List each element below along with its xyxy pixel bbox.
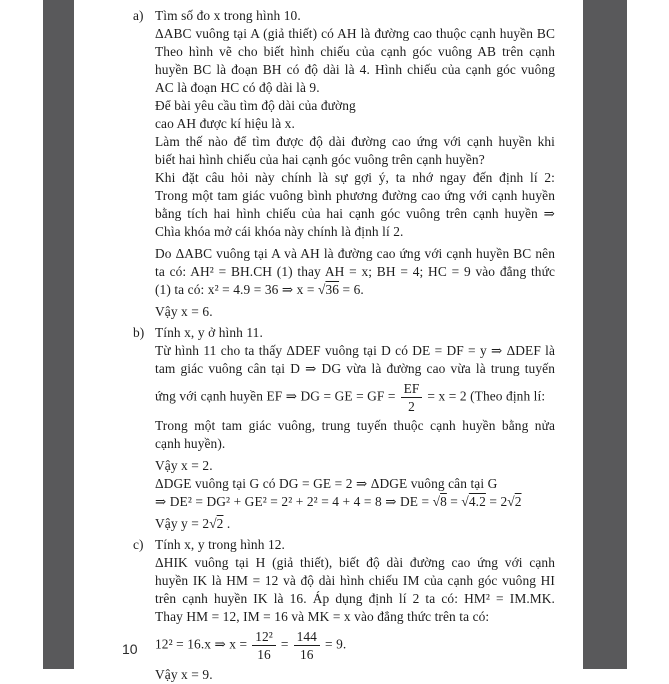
fraction-numerator: 12²: [252, 629, 276, 646]
fraction: [252, 629, 276, 662]
fraction-denominator: 16: [299, 647, 314, 662]
sqrt-radical: [318, 282, 339, 297]
part-a-title: Tìm số đo x trong hình 10.: [155, 8, 301, 23]
part-a-heading: [133, 7, 555, 25]
text-line: huyền IK là HM = 12 và độ dài hình chiếu IM của cạnh góc vuông HI: [155, 573, 555, 588]
math-line-sqrt: [155, 493, 555, 511]
text-line: ΔDGE vuông tại G có DG = GE = 2 ⇒ ΔDGE vuông cân tại G: [155, 476, 498, 491]
sqrt-radical: [433, 494, 447, 509]
part-c-heading: [133, 536, 555, 554]
text-line: Thay HM = 12, IM = 16 và MK = x vào đẳng thức trên ta có:: [155, 609, 490, 624]
text-line: Vậy x = 6.: [155, 304, 213, 319]
text-line: biết hai hình chiếu của hai cạnh góc vuông trên cạnh huyền?: [155, 152, 485, 167]
text-line: Khi đặt câu hỏi này chính là sự gợi ý, ta nhớ ngay đến định lí 2:: [155, 170, 555, 185]
part-b-title: Tính x, y ở hình 11.: [155, 325, 263, 340]
radicand: 8: [440, 494, 447, 509]
page-content: [133, 7, 555, 684]
text-line: Làm thế nào để tìm được độ dài đường cao ứng với cạnh huyền khi: [155, 134, 555, 149]
math-line-sqrt: [155, 281, 555, 299]
text-line: ΔHIK vuông tại H (giả thiết), biết độ dài đường cao ứng với cạnh: [155, 555, 555, 570]
text-line: ΔABC vuông tại A (giả thiết) có AH là đường cao thuộc cạnh huyền BC: [155, 26, 555, 41]
right-gray-band: [583, 0, 627, 669]
solution-part-a: [133, 7, 555, 321]
math-line-fraction: [155, 381, 555, 414]
math-text: 12² = 16.x ⇒ x =: [155, 636, 248, 652]
math-line-sqrt: [155, 515, 555, 533]
text-line: Để bài yêu cầu tìm độ dài của đường: [155, 98, 356, 113]
part-b-heading: [133, 324, 555, 342]
text-line: bằng tích hai hình chiếu của hai cạnh góc vuông trên cạnh huyền ⇒: [155, 206, 555, 221]
solution-part-b: [133, 324, 555, 533]
math-text: = 9.: [324, 636, 347, 652]
radicand: 2: [514, 494, 522, 509]
fraction-numerator: EF: [401, 381, 423, 398]
math-text: =: [446, 494, 462, 509]
page-number: 10: [122, 641, 138, 657]
part-c-title: Tính x, y trong hình 12.: [155, 537, 285, 552]
left-gray-band: [43, 0, 74, 669]
list-marker-c: c): [133, 537, 144, 552]
math-line-fraction: [155, 629, 555, 662]
math-text: (1) ta có: x² = 4.9 = 36 ⇒ x =: [155, 282, 318, 297]
math-text: = 6.: [339, 282, 364, 297]
text-line: Từ hình 11 cho ta thấy ΔDEF vuông tại D có DE = DF = y ⇒ ΔDEF là: [155, 343, 555, 358]
math-text: ⇒ DE² = DG² + GE² = 2² + 2² = 4 + 4 = 8 ⇒ DE =: [155, 494, 433, 509]
text-line: trên cạnh huyền IK là 16. Áp dụng định lí 2 ta có: HM² = IM.MK.: [155, 591, 555, 606]
text-line: cạnh huyền).: [155, 436, 226, 451]
part-a-body: [155, 25, 555, 321]
sqrt-radical: [209, 516, 223, 531]
math-text: ứng với cạnh huyền EF ⇒ DG = GE = GF =: [155, 388, 396, 404]
radicand: 2: [216, 516, 224, 531]
list-marker-a: a): [133, 8, 144, 23]
text-line: huyền BC là đoạn BH có độ dài là 4. Hình chiếu của cạnh góc vuông: [155, 62, 555, 77]
text-line: Do ΔABC vuông tại A và AH là đường cao ứng với cạnh huyền BC nên: [155, 246, 555, 261]
math-text: = x = 2 (Theo định lí:: [427, 388, 546, 404]
math-text: Vậy y = 2: [155, 516, 210, 531]
radicand: 36: [325, 282, 340, 297]
part-b-body: [155, 342, 555, 533]
text-line: cao AH được kí hiệu là x.: [155, 116, 295, 131]
fraction-denominator: 2: [408, 399, 415, 414]
text-line: ta có: AH² = BH.CH (1) thay AH = x; BH = 4; HC = 9 vào đẳng thức: [155, 264, 555, 279]
fraction: [294, 629, 320, 662]
math-text: .: [223, 516, 231, 531]
part-c-body: [155, 554, 555, 684]
fraction-denominator: 16: [257, 647, 271, 662]
sqrt-radical: [461, 494, 486, 509]
radicand: 4.2: [468, 494, 486, 509]
math-text: = 2: [485, 494, 508, 509]
fraction: [401, 381, 423, 414]
sqrt-radical: [507, 494, 521, 509]
list-marker-b: b): [133, 325, 145, 340]
text-line: AC là đoạn HC có độ dài là 9.: [155, 80, 320, 95]
text-line: Vậy x = 9.: [155, 667, 213, 682]
text-line: tam giác vuông cân tại D ⇒ DG vừa là đường cao vừa là trung tuyến: [155, 361, 555, 376]
text-line: Theo hình vẽ cho biết hình chiếu của cạnh góc vuông AB trên cạnh: [155, 44, 555, 59]
fraction-numerator: 144: [294, 629, 320, 646]
text-line: Chìa khóa mở cái khóa này chính là định lí 2.: [155, 224, 404, 239]
text-line: Vậy x = 2.: [155, 458, 213, 473]
text-line: Trong một tam giác vuông, trung tuyến thuộc cạnh huyền bằng nửa: [155, 418, 555, 433]
text-line: Trong một tam giác vuông bình phương đường cao ứng với cạnh huyền: [155, 188, 555, 203]
solution-part-c: [133, 536, 555, 684]
math-text: =: [280, 636, 289, 652]
